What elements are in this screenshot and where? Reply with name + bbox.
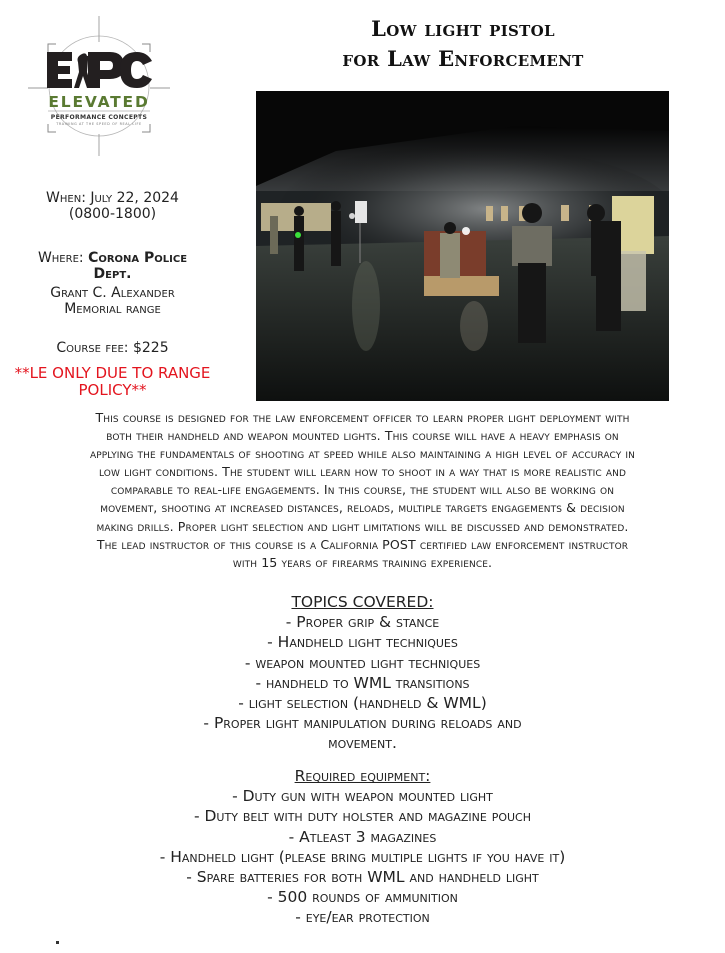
topics-covered <box>0 592 725 754</box>
topic-item: - Handheld light techniques <box>267 633 458 652</box>
description-line: making drills. Proper light selection and light limitations will be discussed and demonstrated. <box>96 518 629 534</box>
topics-heading: TOPICS COVERED: <box>291 593 434 611</box>
le-only-policy-notice <box>0 365 225 399</box>
title-line-1: Low light pistol <box>371 16 555 41</box>
description-line: both their handheld and weapon mounted lights. This course will have a heavy emphasis on <box>106 428 619 444</box>
range-line-2: Memorial range <box>64 301 161 317</box>
stray-dot <box>56 941 59 944</box>
description-line: The lead instructor of this course is a California POST certified law enforcement instructor <box>96 536 629 552</box>
equipment-item: - Atleast 3 magazines <box>288 827 437 846</box>
equipment-item: - Handheld light (please bring multiple lights if you have it) <box>159 847 566 866</box>
topic-item: - handheld to WML transitions <box>255 673 470 692</box>
fee-value: $225 <box>132 340 169 356</box>
epc-logo <box>28 16 170 156</box>
description-line: low light conditions. The student will learn how to shoot in a way that is more realistic and <box>98 464 627 480</box>
description-line: applying the fundamentals of shooting at speed while also maintaining a high level of accuracy in <box>89 446 636 462</box>
event-where <box>0 250 225 282</box>
equipment-item: - eye/ear protection <box>295 908 430 927</box>
equipment-heading: Required equipment: <box>294 767 431 785</box>
topic-item: - weapon mounted light techniques <box>244 653 481 672</box>
fee-label: Course fee: <box>56 340 133 356</box>
title-line-2: for Law Enforcement <box>342 46 584 71</box>
event-when <box>0 190 225 222</box>
equipment-item: - Spare batteries for both WML and handheld light <box>186 868 539 887</box>
where-value-line-2: Dept. <box>93 266 132 282</box>
description-line: This course is designed for the law enforcement officer to learn proper light deployment with <box>95 410 630 425</box>
topic-item: - Proper grip & stance <box>285 613 440 632</box>
reticle-logo-icon <box>28 16 170 156</box>
equipment-item: - 500 rounds of ammunition <box>267 888 458 907</box>
range-name <box>0 285 225 317</box>
svg-text:PERFORMANCE CONCEPTS: PERFORMANCE CONCEPTS <box>50 114 148 121</box>
required-equipment <box>0 766 725 928</box>
svg-text:TRAINING AT THE SPEED OF REAL: TRAINING AT THE SPEED OF REAL LIFE <box>56 122 142 126</box>
description-line: comparable to real-life engagements. In this course, the student will also be working on <box>110 482 615 498</box>
svg-text:ELEVATED: ELEVATED <box>48 93 150 111</box>
course-title <box>256 14 670 74</box>
description-line: movement, shooting at increased distances, reloads, multiple targets engagements & decision <box>100 500 625 516</box>
topic-item: movement. <box>328 734 397 753</box>
description-line: with 15 years of firearms training experience. <box>232 554 493 570</box>
equipment-item: - Duty gun with weapon mounted light <box>232 787 493 806</box>
course-fee <box>0 340 225 356</box>
equipment-item: - Duty belt with duty holster and magazine pouch <box>193 807 532 826</box>
policy-line-1: **LE ONLY DUE TO RANGE <box>14 364 211 382</box>
where-label: Where: <box>37 250 89 266</box>
range-line-1: Grant C. Alexander <box>50 285 175 301</box>
topic-item: - Proper light manipulation during reloads and <box>203 714 522 733</box>
when-time: (0800-1800) <box>68 206 157 222</box>
course-description <box>4 409 721 572</box>
topic-item: - light selection (handheld & WML) <box>238 694 487 713</box>
range-photo-image <box>256 91 669 401</box>
when-date: July 22, 2024 <box>90 190 179 206</box>
policy-line-2: POLICY** <box>78 381 147 399</box>
where-value: Corona Police <box>88 250 188 266</box>
when-label: When: <box>46 190 91 206</box>
training-photo <box>256 91 669 401</box>
